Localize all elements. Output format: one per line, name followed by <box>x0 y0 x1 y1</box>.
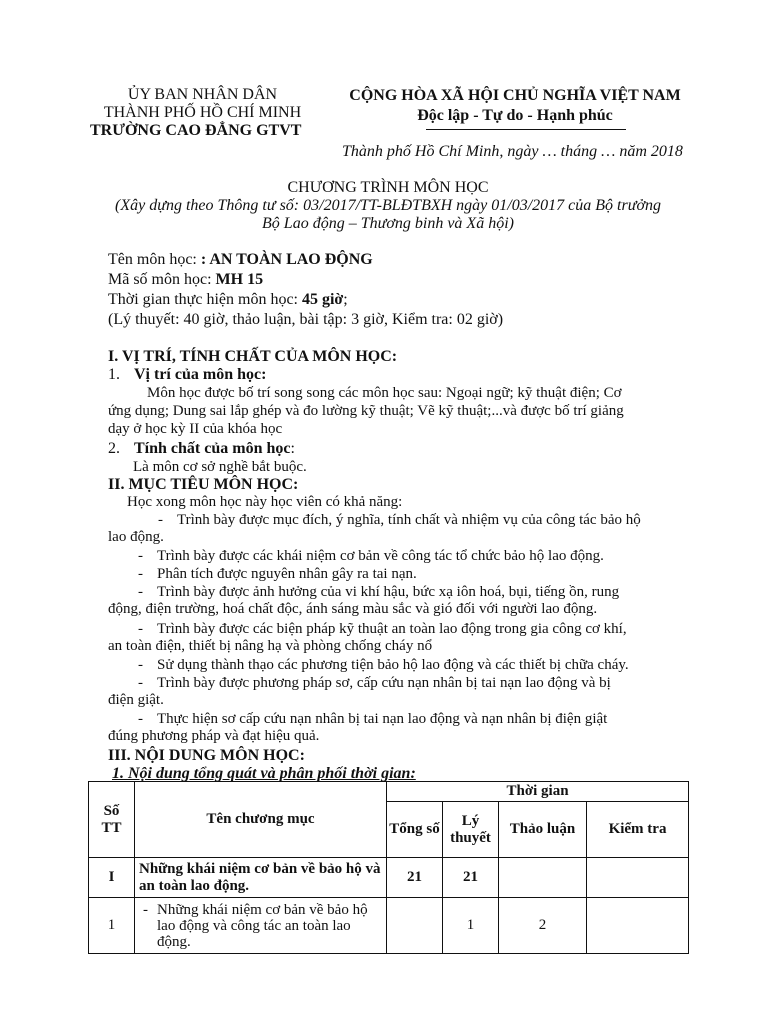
subject-name-label: Tên môn học: <box>108 251 201 268</box>
subject-time <box>108 291 348 309</box>
header-chapter-name: Tên chương mục <box>135 782 387 858</box>
objective-text-cont: lao động. <box>108 529 164 545</box>
objectives-intro: Học xong môn học này học viên có khả năng: <box>127 494 403 510</box>
item-2-text: Là môn cơ sở nghề bắt buộc. <box>133 459 307 475</box>
subject-code-label: Mã số môn học: <box>108 271 216 288</box>
item-1-number: 1. <box>108 366 120 383</box>
program-title: CHƯƠNG TRÌNH MÔN HỌC <box>287 179 489 196</box>
objective-text-cont: đúng phương pháp và đạt hiệu quả. <box>108 728 320 744</box>
cell-exam <box>587 858 689 898</box>
objective-text: Thực hiện sơ cấp cứu nạn nhân bị tai nạn lao động và nạn nhân bị điện giật <box>157 711 608 727</box>
subject-time-suffix: ; <box>343 291 348 308</box>
section-1-heading: I. VỊ TRÍ, TÍNH CHẤT CỦA MÔN HỌC: <box>108 348 398 365</box>
header-exam: Kiểm tra <box>587 802 689 858</box>
subject-code <box>108 271 263 289</box>
cell-chapter-text: Những khái niệm cơ bản về bảo hộ lao động và công tác an toàn lao động. <box>157 901 368 950</box>
objective-text-cont: động, điện trường, hoá chất độc, ánh sáng màu sắc và gió đối với người lao động. <box>108 601 598 617</box>
program-subtitle-1: (Xây dựng theo Thông tư số: 03/2017/TT-BLĐTBXH ngày 01/03/2017 của Bộ trưởng <box>115 197 661 214</box>
item-2-label: Tính chất của môn học <box>134 440 291 457</box>
section-2-heading: II. MỤC TIÊU MÔN HỌC: <box>108 476 299 493</box>
item-1-label: Vị trí của môn học: <box>134 366 267 383</box>
objective-dash: - <box>138 621 143 637</box>
agency-line-3: TRƯỜNG CAO ĐẲNG GTVT <box>90 122 302 139</box>
agency-line-1: ỦY BAN NHÂN DÂN <box>127 86 278 103</box>
objective-dash: - <box>138 657 143 673</box>
objective-text: Phân tích được nguyên nhân gây ra tai nạn. <box>157 566 417 582</box>
objective-2 <box>108 548 604 565</box>
cell-chapter-name <box>135 898 387 954</box>
objective-8 <box>108 711 607 745</box>
subject-name <box>108 251 373 269</box>
objective-dash: - <box>138 675 143 691</box>
cell-total <box>387 898 443 954</box>
objective-1 <box>108 512 641 546</box>
objective-text: Sử dụng thành thạo các phương tiện bảo hộ lao động và các thiết bị chữa cháy. <box>157 657 629 673</box>
agency-line-2: THÀNH PHỐ HỒ CHÍ MINH <box>103 104 302 121</box>
header-total: Tổng số <box>387 802 443 858</box>
cell-exam <box>587 898 689 954</box>
cell-total: 21 <box>387 858 443 898</box>
header-time: Thời gian <box>387 782 689 802</box>
section-3-heading: III. NỘI DUNG MÔN HỌC: <box>108 747 305 764</box>
cell-theory: 1 <box>443 898 499 954</box>
objective-5 <box>108 621 627 655</box>
objective-text: Trình bày được các khái niệm cơ bản về công tác tổ chức bảo hộ lao động. <box>157 548 604 564</box>
header-theory: Lý thuyết <box>443 802 499 858</box>
cell-dash: - <box>143 901 148 918</box>
subject-code-value: MH 15 <box>215 271 264 288</box>
objective-text-cont: điện giật. <box>108 692 164 708</box>
header-discussion: Thảo luận <box>499 802 587 858</box>
section-1-item-1 <box>108 366 266 384</box>
objective-dash: - <box>138 711 143 727</box>
objective-text: Trình bày được các biện pháp kỹ thuật an toàn lao động trong gia công cơ khí, <box>157 621 627 637</box>
objective-7 <box>108 675 611 709</box>
date-line: Thành phố Hồ Chí Minh, ngày … tháng … năm 2018 <box>342 143 683 160</box>
motto-underline <box>426 129 626 130</box>
objective-3 <box>108 566 417 583</box>
item-2-number: 2. <box>108 440 120 457</box>
cell-stt: I <box>89 858 135 898</box>
objective-text-cont: an toàn điện, thiết bị nâng hạ và phòng chống cháy nổ <box>108 638 433 654</box>
table-row <box>89 898 689 954</box>
objective-dash: - <box>138 548 143 564</box>
objective-text: Trình bày được mục đích, ý nghĩa, tính chất và nhiệm vụ của công tác bảo hộ <box>177 512 641 528</box>
nation-title: CỘNG HÒA XÃ HỘI CHỦ NGHĨA VIỆT NAM <box>349 87 681 104</box>
item-1-text-3: dạy ở học kỳ II của khóa học <box>108 421 283 437</box>
item-1-text-2: ứng dụng; Dung sai lắp ghép và đo lường kỹ thuật; Vẽ kỹ thuật;...và được bố trí giảng <box>108 403 624 419</box>
agency-block <box>80 86 325 140</box>
item-1-text-1: Môn học được bố trí song song các môn học sau: Ngoại ngữ; kỹ thuật điện; Cơ <box>147 385 622 401</box>
header-stt: Số TT <box>89 782 135 858</box>
section-3-sub-1: 1. Nội dung tổng quát và phân phối thời gian: <box>112 765 416 782</box>
cell-discussion <box>499 858 587 898</box>
objective-4 <box>108 584 619 618</box>
cell-discussion: 2 <box>499 898 587 954</box>
subject-name-value: : AN TOÀN LAO ĐỘNG <box>200 251 373 268</box>
subject-time-label: Thời gian thực hiện môn học: <box>108 291 302 308</box>
nation-motto: Độc lập - Tự do - Hạnh phúc <box>417 107 613 124</box>
program-subtitle-2: Bộ Lao động – Thương binh và Xã hội) <box>262 215 514 232</box>
objective-dash: - <box>158 512 163 528</box>
time-distribution-table <box>88 781 689 954</box>
cell-stt: 1 <box>89 898 135 954</box>
table-row <box>89 858 689 898</box>
objective-text: Trình bày được phương pháp sơ, cấp cứu nạn nhân bị tai nạn lao động và bị <box>157 675 611 691</box>
item-2-colon: : <box>290 440 295 457</box>
objective-dash: - <box>138 584 143 600</box>
cell-theory: 21 <box>443 858 499 898</box>
objective-6 <box>108 657 629 674</box>
subject-time-value: 45 giờ <box>301 291 344 308</box>
section-1-item-2 <box>108 440 295 458</box>
objective-dash: - <box>138 566 143 582</box>
cell-chapter-name: Những khái niệm cơ bản về bảo hộ và an toàn lao động. <box>135 858 387 898</box>
objective-text: Trình bày được ảnh hưởng của vi khí hậu, bức xạ iôn hoá, bụi, tiếng ồn, rung <box>157 584 620 600</box>
subject-breakdown: (Lý thuyết: 40 giờ, thảo luận, bài tập: 3 giờ, Kiểm tra: 02 giờ) <box>108 311 504 328</box>
